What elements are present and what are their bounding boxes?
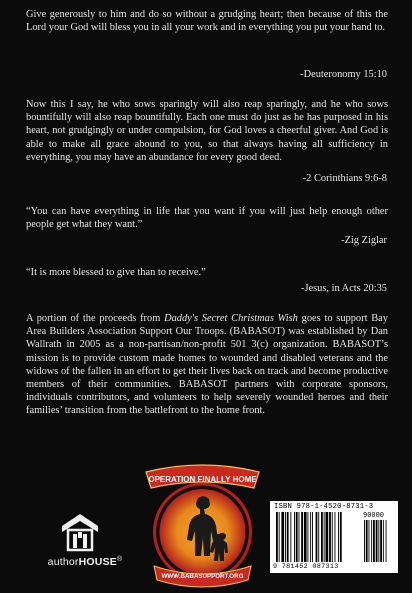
citation-corinthians: -2 Corinthians 9:6-8 <box>302 173 387 184</box>
publisher-name-bold: HOUSE <box>78 556 117 568</box>
citation-deuteronomy: -Deuteronomy 15:10 <box>300 69 387 80</box>
isbn-text: ISBN 978-1-4520-8731-3 <box>274 503 374 511</box>
house-book-icon <box>60 512 100 552</box>
babasot-paragraph <box>26 312 388 418</box>
price-code: 90000 <box>363 512 385 520</box>
citation-acts: -Jesus, in Acts 20:35 <box>300 283 387 294</box>
emblem-bottom-text: WWW.BABASUPPORT.ORG <box>161 573 244 580</box>
book-title: Daddy's Secret Christmas Wish <box>164 313 298 324</box>
publisher-name-light: author <box>47 556 79 568</box>
paragraph-intro: A portion of the proceeds from <box>26 313 165 324</box>
emblem-top-text: OPERATION FINALLY HOME <box>148 475 257 484</box>
operation-finally-home-emblem <box>140 458 265 588</box>
isbn-barcode <box>270 501 398 573</box>
publisher-mark: ® <box>116 556 123 563</box>
barcode-bars <box>276 512 394 562</box>
quote-acts: “It is more blessed to give than to receive.” <box>26 267 206 278</box>
ean-digits: 9 781452 087313 <box>273 563 339 571</box>
quote-corinthians: Now this I say, he who sows sparingly will also reap sparingly, and he who sows bountifully will also reap bountifully. Each one must do just as he has purposed in his heart, not grudgingly or under compulsion, for God loves a cheerful giver. And God is able to make all grace abound to you, so that always having all sufficiency in everything, you may have an abundance for every good deed. <box>26 99 388 163</box>
citation-ziglar: -Zig Ziglar <box>341 235 387 246</box>
authorhouse-logo <box>40 512 130 572</box>
quote-ziglar: “You can have everything in life that you want if you will just help enough other people get what they want.” <box>26 206 388 231</box>
quote-deuteronomy: Give generously to him and do so without a grudging heart; then because of this the Lord your God will bless you in all your work and in everything you put your hand to. <box>26 9 388 34</box>
publisher-name <box>40 556 130 568</box>
paragraph-body: goes to support Bay Area Builders Association Support Our Troops. (BABASOT) was established by Dan Wallrath in 2005 as a non-partisan/non-profit 501 3(c) organization. BABASOT’s mission is to provide custom made homes to wounded and disabled veterans and the widows of the fallen in an effort to get their lives back on track and become productive members of their communities. BABASOT partners with corporate sponsors, individuals contributors, and volunteers to help severely wounded heroes and their families’ transition from the battlefront to the home front. <box>26 313 388 417</box>
